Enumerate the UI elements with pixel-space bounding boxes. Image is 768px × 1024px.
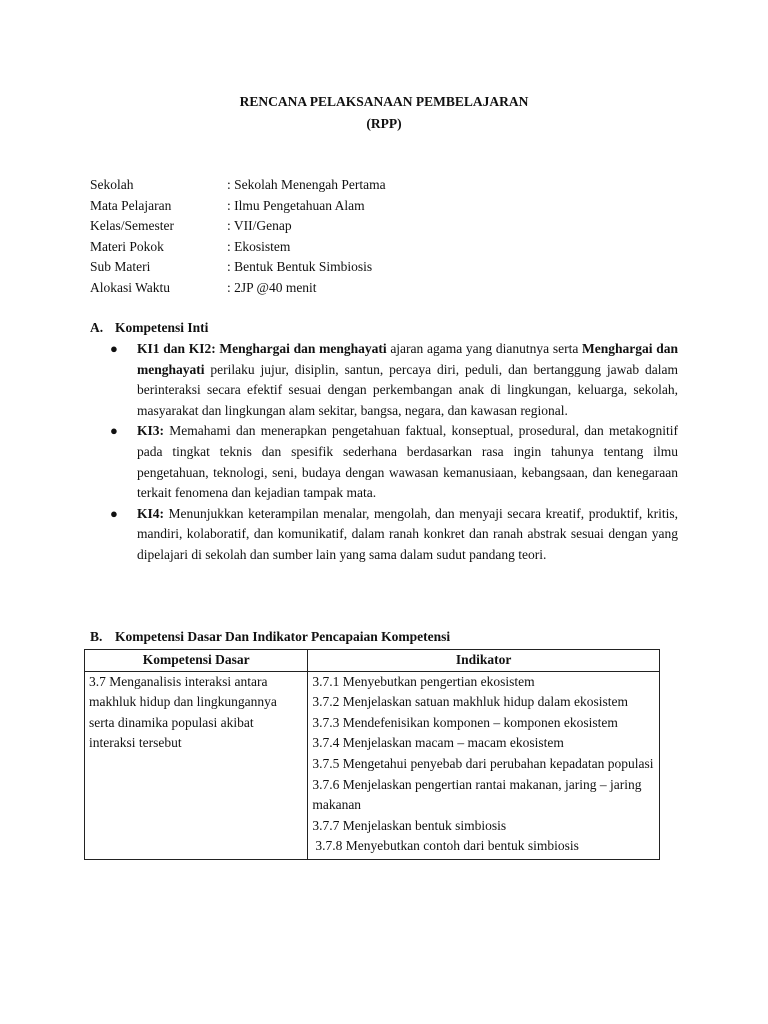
info-value: : Sekolah Menengah Pertama [227,177,386,192]
indikator-item: 3.7.6 Menjelaskan pengertian rantai makanan, jaring – jaring makanan [312,776,642,813]
table-row [85,671,660,859]
indikator-item: 3.7.1 Menyebutkan pengertian ekosistem [312,673,535,689]
section-letter: B. [90,629,103,644]
table-header-kompetensi-dasar: Kompetensi Dasar [85,650,308,672]
ki-text: perilaku jujur, disiplin, santun, percaya diri, peduli, dan bertanggung jawab dalam berinteraksi secara efektif sesuai dengan perkembangan anak di lingkungan, keluarga, sekolah, masyarakat dan lingkungan alam sekitar, bangsa, negara, dan kawasan regional. [137,361,678,418]
ki-text: Memahami dan menerapkan pengetahuan faktual, konseptual, prosedural, dan metakognitif pada tingkat teknis dan spesifik sederhana berdasarkan rasa ingin tahunya tentang ilmu pengetahuan, teknologi, seni, budaya dengan wawasan kemanusiaan, kebangsaan, dan kenegaraan terkait fenomena dan kejadian tampak mata. [137,423,678,501]
section-letter: A. [90,320,104,335]
section-b-heading [90,627,450,648]
indikator-item: 3.7.3 Mendefenisikan komponen – komponen ekosistem [312,714,618,730]
ki-emphasis: Menghargai dan menghayati [219,341,387,356]
ki-key: KI1 dan KI2: [137,341,216,356]
info-row-materi-pokok [90,237,510,258]
info-row-alokasi-waktu [90,278,510,299]
ki-emphasis: Menghargai dan menghayati [137,341,678,377]
table-header-row [85,650,660,672]
info-row-kelas-semester [90,216,510,237]
bullet-icon: ● [110,423,118,439]
info-value: : Ilmu Pengetahuan Alam [227,197,365,213]
section-title: Kompetensi Dasar Dan Indikator Pencapaian Kompetensi [115,629,451,644]
identity-table [90,175,510,298]
info-value: : 2JP @40 menit [227,279,317,295]
info-row-sekolah [90,175,510,196]
info-row-mata-pelajaran [90,196,510,217]
kompetensi-inti-list [110,339,678,566]
ki-key: KI4: [137,505,164,521]
indikator-item: 3.7.2 Menjelaskan satuan makhluk hidup dalam ekosistem [312,694,629,710]
indikator-item: 3.7.5 Mengetahui penyebab dari perubahan kepadatan populasi [312,755,654,771]
bullet-icon: ● [110,505,118,521]
ki-text: Menunjukkan keterampilan menalar, mengolah, dan menyaji secara kreatif, produktif, kritis, mandiri, kolaboratif, dan komunikatif, dalam ranah konkret dan ranah abstrak sesuai dengan yang dipelajari di sekolah dan sumber lain yang sama dalam sudut pandang teori. [137,505,678,562]
document-title: RENCANA PELAKSANAAN PEMBELAJARAN [239,94,529,109]
table-header-indikator: Indikator [308,650,660,672]
info-row-sub-materi [90,257,510,278]
ki-text: ajaran agama yang dianutnya serta [386,341,583,356]
indikator-item: 3.7.4 Menjelaskan macam – macam ekosistem [312,735,564,751]
info-label: Alokasi Waktu [90,279,171,295]
ki-key: KI3: [137,423,164,439]
section-title: Kompetensi Inti [115,320,209,335]
list-item-ki4 [110,504,678,566]
document-subtitle: (RPP) [366,116,402,131]
info-label: Sekolah [90,177,134,192]
info-value: : VII/Genap [227,218,292,233]
info-value: : Ekosistem [227,238,291,254]
kompetensi-dasar-table [84,649,660,860]
info-label: Sub Materi [90,259,151,274]
list-item-ki1-ki2 [110,339,678,421]
bullet-icon: ● [110,341,118,356]
info-label: Materi Pokok [90,238,164,254]
indikator-item: 3.7.8 Menyebutkan contoh dari bentuk simbiosis [315,838,579,854]
list-item-ki3 [110,421,678,503]
indikator-cell [308,671,660,859]
info-label: Mata Pelajaran [90,197,172,213]
kompetensi-dasar-text: 3.7 Menganalisis interaksi antara makhluk hidup dan lingkungannya serta dinamika populasi akibat interaksi tersebut [89,673,277,751]
section-a-heading [90,318,208,339]
info-value: : Bentuk Bentuk Simbiosis [227,259,373,274]
info-label: Kelas/Semester [90,218,174,233]
indikator-item: 3.7.7 Menjelaskan bentuk simbiosis [312,817,507,833]
kompetensi-dasar-cell [85,671,308,859]
